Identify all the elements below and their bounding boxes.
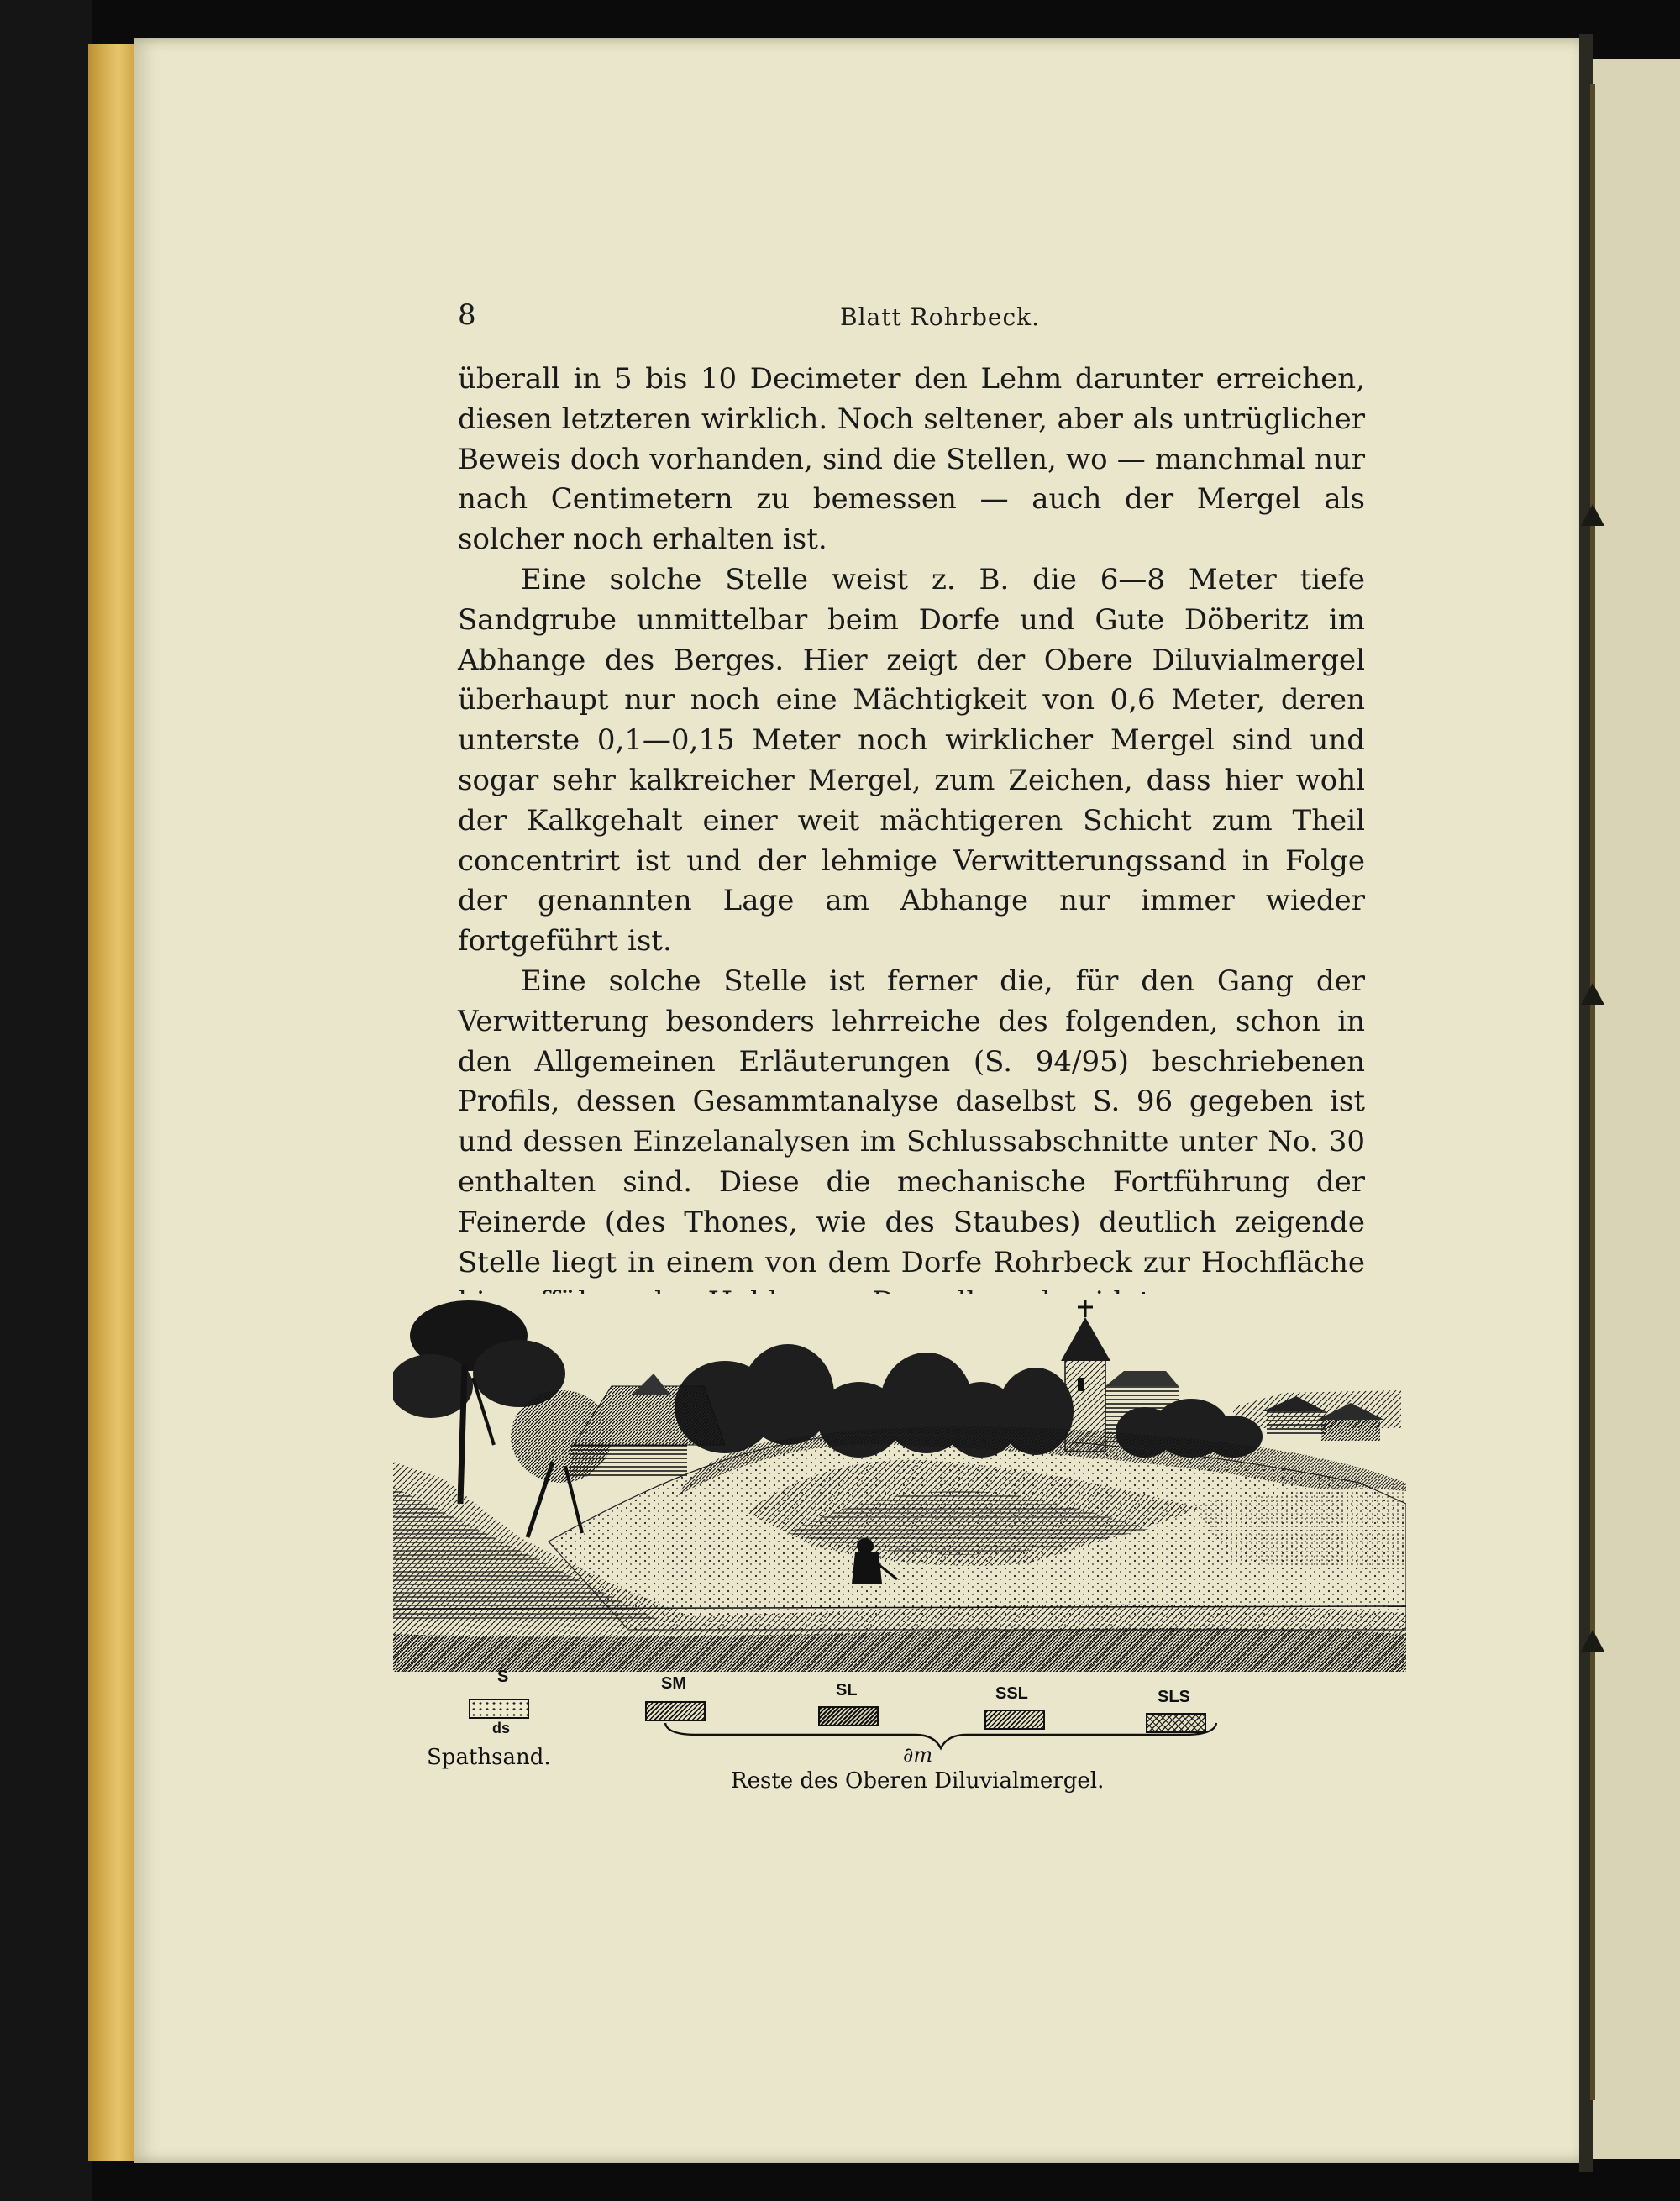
legend-code-s: S (497, 1668, 509, 1686)
legend-brace (664, 1720, 1218, 1762)
legend-code-ssl: SSL (995, 1684, 1028, 1703)
legend-code-sm: SM (661, 1674, 686, 1693)
landscape-engraving (393, 1294, 1406, 1672)
binding-knot (1581, 983, 1604, 1005)
book-cover-left (0, 0, 92, 2201)
legend-label-marl: Reste des Oberen Diluvialmergel. (731, 1768, 1105, 1794)
legend-code-sls: SLS (1158, 1688, 1190, 1706)
binding-thread (1590, 84, 1595, 2100)
legend-label-spathsand: Spathsand. (427, 1745, 551, 1770)
figure-legend (412, 1668, 1252, 1802)
binding-knot (1581, 504, 1604, 526)
running-head (458, 298, 1365, 340)
page-number: 8 (458, 298, 476, 332)
paragraph: Eine solche Stelle weist z. B. die 6—8 Meter tiefe Sandgrube unmittelbar beim Dorfe und Gute Döberitz im Abhange des Berges. Hier zeigt der Obere Diluvialmergel überhaupt nur noch eine Mächtigkeit von 0,6 Meter, deren unterste 0,1—0,15 Meter noch wirklicher Mergel sind und sogar sehr kalkreicher Mergel, zum Zeichen, dass hier wohl der Kalkgehalt einer weit mächtigeren Schicht zum Theil concentrirt ist und der lehmige Verwitterungssand in Folge der genannten Lage am Abhange nur immer wieder fortgeführt ist. (458, 562, 1365, 959)
legend-code-ds: ds (492, 1720, 511, 1736)
legend-symbol-dm: ∂m (903, 1743, 933, 1767)
sm-swatch (645, 1701, 706, 1721)
legend-code-sl: SL (836, 1681, 858, 1699)
paragraph: überall in 5 bis 10 Decimeter den Lehm darunter erreichen, diesen letzteren wirklich. Noch seltener, aber als untrüglicher Beweis doch vorhanden, sind die Stellen, wo — manchmal nur nach Centimetern zu bemessen — auch der Mergel als solcher noch erhalten ist. (458, 362, 1365, 557)
running-title: Blatt Rohrbeck. (840, 303, 1041, 331)
facing-page-edge (1593, 59, 1680, 2159)
paragraph: Eine solche Stelle ist ferner die, für den Gang der Verwitterung besonders lehrreiche des folgenden, schon in den Allgemeinen Erläuterungen (S. 94/95) beschriebenen Profils, dessen Gesammtanalyse daselbst S. 96 gegeben ist und dessen Einzelanalysen im Schlussabschnitte unter No. 30 enthalten sind. Diese die mechanische Fortführung der Feinerde (des Thones, wie des Staubes) deutlich zeigende Stelle liegt in einem von dem Dorfe Rohrbeck zur Hochfläche (458, 964, 1365, 1279)
body-text (458, 360, 1365, 1323)
sand-swatch (469, 1699, 529, 1719)
binding-knot (1581, 1630, 1604, 1652)
